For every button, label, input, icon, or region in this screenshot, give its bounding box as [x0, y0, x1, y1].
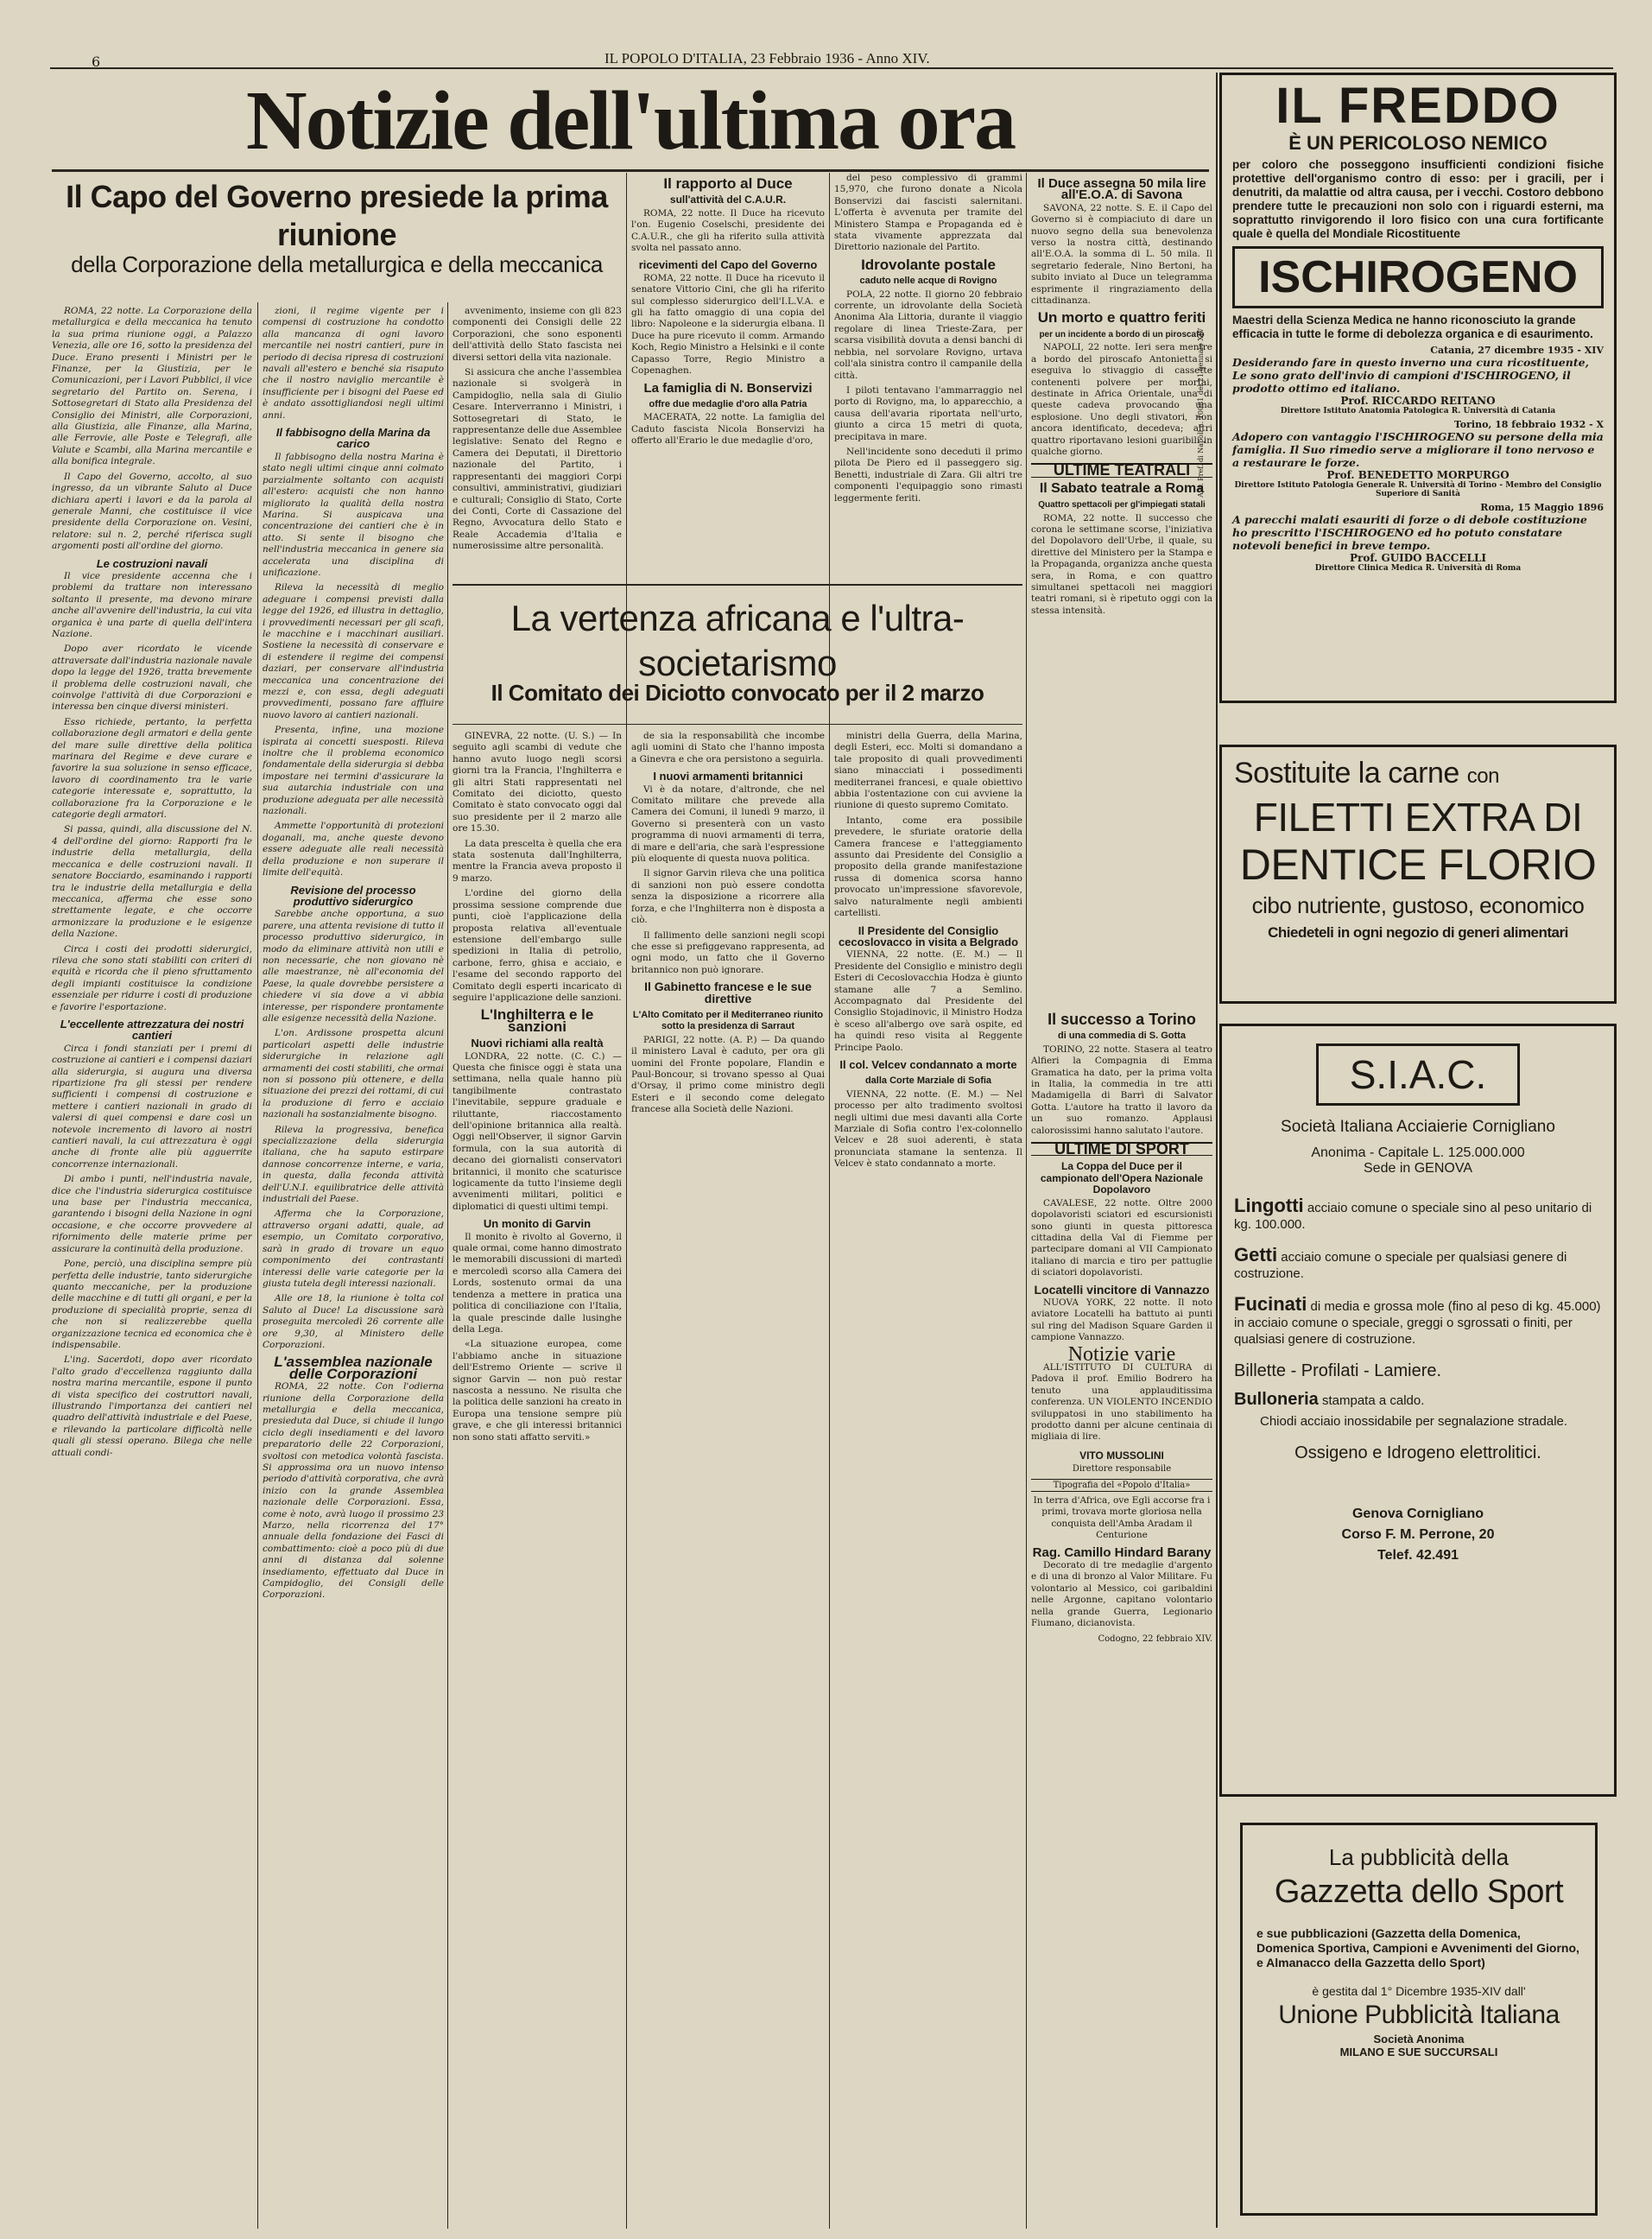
section-heading: ULTIME DI SPORT [1031, 1142, 1212, 1156]
page-number: 6 [92, 54, 101, 70]
siac-address: Genova Cornigliano [1351, 1506, 1484, 1521]
section-subheading: di una commedia di S. Gotta [1058, 1031, 1186, 1042]
paragraph: Vi è da notare, d'altronde, che nel Comitato militare che prevede alla Camera dei Comuni, il lunedì 9 marzo, il Governo si presenterà con un vasto programma di nuovi armamenti di terra, di mare e dell'aria, che sarà l'espressione più eloquente di questa nuova politica. [631, 783, 825, 865]
florio-line-2: FILETTI EXTRA DI [1253, 795, 1583, 840]
siac-capital: Anonima - Capitale L. 125.000.000 [1311, 1145, 1525, 1160]
section-heading: Notizie varie [1067, 1342, 1176, 1366]
siac-logo-box [1316, 1043, 1520, 1106]
paragraph: Ammette l'opportunità di protezioni doganali, ma, anche queste devono essere adeguate alle reali necessità della produzione e non superare il limite dell'equità. [263, 821, 444, 878]
section-heading: Il Duce assegna 50 mila lire all'E.O.A. di Savona [1037, 176, 1206, 203]
section-subheading: sull'attività del C.A.U.R. [669, 193, 787, 206]
florio-ad [1219, 745, 1617, 1004]
printer-line: Tipografia del «Popolo d'Italia» [1031, 1479, 1212, 1492]
director-role: Direttore responsabile [1072, 1464, 1172, 1475]
paragraph: PARIGI, 22 notte. (A. P.) — Da quando il ministero Laval è caduto, per ora gli uomini del Fronte popolare, Flandin e Paul-Boncour, si trovano spesso al Quai d'Orsay, il primo come ministro degli Esteri e il secondo come delegato francese alla Società delle Nazioni. [631, 1034, 825, 1115]
testimonial-text: A parecchi malati esauriti di forze o di debole costituzione ho prescritto l'ISCHIROGENO ed ho potuto constatare notevoli benefici in breve tempo. [1232, 513, 1587, 552]
paragraph: Il fallimento delle sanzioni negli scopi che esse si prefiggevano rappresenta, ad ogni modo, un fatto che il Governo britannico non può ignorare. [631, 929, 825, 975]
section-heading: Il fabbisogno della Marina da carico [275, 426, 431, 451]
paragraph: LONDRA, 22 notte. (C. C.) — Questa che finisce oggi è stata una settimana, nella quale hanno più tangibilmente contrastato l'inevitabile, seppure graduale e riluttante, riaccostamento dell'opinione britannica alla realtà. Oggi nell'Observer, il signor Garvin formula, con la sua autorità di decano dei giornalisti conservatori britannici, il monito che scaturisce logicamente da tutto l'insieme degli avvenimenti militari, politici e diplomatici di questi ultimi tempi. [453, 1050, 622, 1212]
paragraph: Alle ore 18, la riunione è tolta col Saluto al Duce! La discussione sarà proseguita mercoledì 26 corrente alle ore 9,30, al Ministero delle Corporazioni. [263, 1293, 444, 1350]
lead-story-column-2 [263, 306, 444, 2228]
florio-line-5: Chiedeteli in ogni negozio di generi alimentari [1268, 924, 1568, 941]
paragraph: avvenimento, insieme con gli 823 componenti dei Consigli delle 22 Corporazioni, che sono esponenti dell'attività dello Stato fascista nei diversi settori della vita nazionale. [453, 306, 622, 363]
paragraph: Nell'incidente sono deceduti il primo pilota De Piero ed il passeggero sig. Benetti, industriale di Zara. Gli altri tre componenti l'equipaggio sono rimasti leggermente feriti. [834, 446, 1022, 504]
africa-headline: La vertenza africana e l'ultra-societarismo [510, 598, 965, 683]
gazzetta-ad [1240, 1823, 1598, 2216]
section-heading: Revisione del processo produttivo siderurgico [290, 883, 416, 908]
paragraph: Rileva la necessità di meglio adeguare i compensi previsti dalla legge del 1926, ed illustra in dettaglio, i provvedimenti necessari per gli scafi, le macchine e i macchinari ausiliari. Sostiene la necessità di conservare e di estendere il regime dei compensi daziari, per conservare all'industria meccanica una concentrazione dei mezzi e, con essa, degli adeguati provvedimenti, possano fare affluire nuovo lavoro ai cantieri nazionali. [263, 582, 444, 720]
column-rule [626, 173, 627, 2229]
section-heading: ULTIME TEATRALI [1031, 463, 1212, 477]
short-news-column-4 [631, 173, 825, 579]
ad-claim: Maestri della Scienza Medica ne hanno riconosciuto la grande efficacia in tutte le forme di debolezza organica e di esaurimento. [1232, 314, 1593, 340]
testimonial-signature: Prof. RICCARDO REITANO [1340, 395, 1496, 407]
paragraph: MACERATA, 22 notte. La famiglia del Caduto fascista Nicola Bonservizi ha offerto all'Erario le due medaglie d'oro, [631, 412, 825, 447]
paragraph: Circa i costi dei prodotti siderurgici, rileva che sono stati stabiliti con criteri di equità e ricorda che il pieno sfruttamento degli impianti costituisce la condizione essenziale per ridurre i costi di produzione e favorire l'esportazione. [52, 943, 252, 1012]
banner-headline: Notizie dell'ultima ora [245, 74, 1016, 168]
paragraph: ROMA, 22 notte. Il Duce ha ricevuto l'on. Eugenio Coselschi, presidente dei C.A.U.R., che gli ha riferito sulla attività svolta nel passato anno. [631, 207, 825, 254]
obituary-name: Rag. Camillo Hindard Barany [1032, 1544, 1212, 1560]
florio-line-3: DENTICE FLORIO [1239, 840, 1597, 889]
paragraph: ROMA, 22 notte. Con l'odierna riunione della Corporazione della metallurgia e della meccanica, presieduta dal Duce, si chiude il lungo ciclo degli insediamenti e del lavoro preparatorio delle 22 Corporazioni, svoltosi con metodica volontà fascista. Si approssima ora un nuovo intenso periodo d'attività corporativa, che avrà inizio con la grande Assemblea nazionale delle Corporazioni. Essa, come è noto, avrà luogo il prossimo 23 Marzo, nella ricorrenza del 17° annuale della fondazione dei Fasci di combattimento: cioè a poco più di due anni di distanza dal solenne insediamento, effettuato dal Duce in Campidoglio, dei Consigli delle Corporazioni. [263, 1381, 444, 1601]
section-heading: Un monito di Garvin [483, 1217, 592, 1231]
section-heading: La famiglia di N. Bonservizi [643, 380, 813, 396]
obituary-intro: In terra d'Africa, ove Egli accorse fra i primi, trovava morte gloriosa nella conquista dell'Amba Aradam il Centurione [1033, 1495, 1211, 1541]
section-subheading: Quattro spettacoli per gl'impiegati statali [1038, 500, 1206, 511]
paragraph: Si assicura che anche l'assemblea nazionale si svolgerà in Campidoglio, nella sala di Giulio Cesare. Interverranno i Ministri, i Sottosegretari di Stato, le rappresentanze delle due Assemblee legislative: Senato del Regno e Camera dei Deputati, il Direttorio nazionale del Partito, i rappresentanti dei maggiori Corpi consultivi, amministrativi, giudiziari e culturali; Consiglio di Stato, Corte dei Conti, Corte di Cassazione del Regno, Avvocatura dello Stato e Reale Accademia d'Italia e numerosissime altre personalità. [453, 367, 622, 552]
paragraph: ROMA, 22 notte. Il successo che corona le settimane scorse, l'iniziativa del Dopolavoro dell'Urbe, il quale, su direttive del Ministero per la Stampa e la Propaganda, organizza anche questa sera, in Roma, e con quattro simultanei spettacoli nei maggiori teatri romani, si è ripetuto oggi con la stessa intensità. [1031, 512, 1212, 616]
siac-item: Fucinati di media e grossa mole (fino al peso di kg. 45.000) in acciaio comune o speciale, greggi o sgrossati o finiti, per qualsiasi genere di costruzione. [1234, 1293, 1601, 1347]
siac-item: Lingotti acciaio comune o speciale sino al peso unitario di kg. 100.000. [1234, 1195, 1592, 1232]
section-heading: Un morto e quattro feriti [1037, 309, 1206, 327]
testimonial-role: Direttore Clinica Medica R. Università di Roma [1314, 564, 1522, 573]
paragraph: CAVALESE, 22 notte. Oltre 2000 dopolavoristi sciatori ed escursionisti sono giunti in questa pittoresca cittadina della Val di Fiemme per partecipare domani al VII Campionato italiano di marcia e tiro per pattuglie di sciatori dopolavoristi. [1031, 1197, 1212, 1278]
paragraph: Sarebbe anche opportuna, a suo parere, una attenta revisione di tutto il processo produttivo siderurgico, in modo da eliminare attività non utili e non necessarie, che non giovano nè alle maestranze, nè all'economia del Paese, la quale dovrebbe persistere a chiedere vi sia dove a vi abbia interesse, per rispondere prontamente alle esigenze necessità della Nazione. [263, 909, 444, 1024]
paragraph: Rileva la progressiva, benefica specializzazione della siderurgia italiana, che ha saputo estirpare dannose concorrenze interne, e varia, in questa, dalla feconda attività dell'U.N.I. equilibratrice delle attività industriali del Paese. [263, 1124, 444, 1205]
section-heading: Il Presidente del Consiglio cecoslovacco in visita a Belgrado [838, 923, 1019, 948]
section-heading: L'assemblea nazionale delle Corporazioni [274, 1354, 433, 1382]
paragraph: Di ambo i punti, nell'industria navale, dice che l'industria siderurgica costituisce una base per l'industria meccanica, garantendo i bisogni della Nazione in ogni occasione, e che occorre provvedere al rifornimento delle materie prime per assicurare la continuità della produzione. [52, 1174, 252, 1254]
testimonial-role: Direttore Istituto Anatomia Patologica R. Università di Catania [1280, 407, 1556, 415]
siac-phone: Telef. 42.491 [1377, 1548, 1459, 1563]
ad-intro: per coloro che posseggono insufficienti condizioni fisiche protettive dell'organismo contro di esso: per i gracili, per i denutriti, da malattie od altra causa, per i vecchi. Costoro debbono prendere tutte le precauzioni non solo con i riguardi esterni, ma soprattutto rinvigorendo il loro fisico con una cura fortificante quale è quella del Mondiale Ricostituente [1232, 158, 1604, 240]
paragraph: ROMA, 22 notte. La Corporazione della metallurgica e della meccanica ha tenuto la sua prima riunione oggi, a Palazzo Venezia, alle ore 16, sotto la presidenza del Duce. Erano presenti i Ministri per le Finanze, per la Giustizia, per le Comunicazioni, per i Lavori Pubblici, il vice segretario del Partito on. Serena, i Sottosegretari di Stato alla Presidenza del Consiglio dei Ministri, alle Corporazioni, alla Giustizia, alle Finanze, alla Marina, alle Ferrovie, alle Poste e Telegrafi, alle Valute e Scambi, alla Marina mercantile e alla bonifica integrale. [52, 306, 252, 467]
gazzetta-line-4: è gestita dal 1° Dicembre 1935-XIV dall' [1312, 1984, 1526, 1998]
testimonial-place: Roma, 15 Maggio 1896 [1480, 502, 1604, 513]
paragraph: del peso complessivo di grammi 15,970, che furono donate a Nicola Bonservizi dai fascisti salernitani. L'offerta è avvenuta per tramite del Ministero Stampa e Propaganda ed è stata vivamente apprezzata dal Direttorio nazionale del Partito. [834, 173, 1022, 253]
siac-item: Ossigeno e Idrogeno elettrolitici. [1294, 1443, 1541, 1462]
column-rule [829, 173, 830, 2229]
section-heading: Il col. Velcev condannato a morte [839, 1057, 1017, 1071]
paragraph: Il Capo del Governo, accolto, al suo ingresso, da un vibrante Saluto al Duce dichiara aperti i lavori e da la parola al generale Manni, che costituisce il vice presidente della Corporazione on. Vesini, relatore: sul n. 2, perché riferisca sugli argomenti posti all'ordine del giorno. [52, 471, 252, 552]
paragraph: SAVONA, 22 notte. S. E. il Capo del Governo si è compiaciuto di dare un nuovo segno della sua benevolenza verso la nostra città, destinando all'E.O.A. la somma di L. 50 mila. Il segretario federale, Nino Bertoni, ha subito inviato al Duce un telegramma esprimente il ringraziamento della cittadinanza. [1031, 202, 1212, 307]
gazzetta-line-6: Società Anonima [1373, 2033, 1465, 2046]
siac-item: Bulloneria stampata a caldo. [1234, 1390, 1425, 1409]
banner-rule [52, 169, 1209, 172]
gazzetta-line-5: Unione Pubblicità Italiana [1278, 2001, 1560, 2029]
paragraph: Presenta, infine, una mozione ispirata ai concetti suesposti. Rileva inoltre che il problema economico fondamentale della siderurgia si debba impostare nei termini d'assicurare la sua autarchia industriale con una produzione adeguata per alle necessità nazionali. [263, 725, 444, 817]
paragraph: Si passa, quindi, alla discussione del N. 4 dell'ordine del giorno: Rapporti fra le industrie della metallurgia, della meccanica e delle costruzioni navali. Il senatore Bocciardo, esaminando i rapporti tra le industrie della metallurgia e della meccanica, afferma che esse sono strettamente legate, e che occorre armonizzare la produzione e le esigenze della Nazione. [52, 824, 252, 940]
column-rule [447, 302, 448, 2229]
ad-column-rule [1216, 73, 1218, 2228]
ad-subtitle: È UN PERICOLOSO NEMICO [1288, 132, 1548, 154]
paragraph: I piloti tentavano l'ammarraggio nel porto di Rovigno, ma, lo apparecchio, a causa dell'avaria riportata nell'urto, giunto a circa 15 metri di quota, precipitava in mare. [834, 384, 1022, 442]
section-heading: L'Inghilterra e le sanzioni [480, 1006, 594, 1035]
section-heading: ricevimenti del Capo del Governo [638, 258, 818, 272]
section-heading: Locatelli vincitore di Vannazzo [1034, 1282, 1210, 1297]
gazzetta-line-7: MILANO E SUE SUCCURSALI [1339, 2046, 1498, 2058]
section-heading: Il rapporto al Duce [663, 175, 793, 192]
lead-subheadline: della Corporazione della metallurgica e della meccanica [71, 251, 603, 277]
section-subheading: per un incidente a bordo di un piroscafo [1039, 329, 1205, 339]
section-heading: Il successo a Torino [1048, 1011, 1196, 1028]
ischirogeno-ad [1219, 73, 1617, 703]
siac-item: Billette - Profilati - Lamiere. [1234, 1361, 1442, 1380]
siac-seat: Sede in GENOVA [1364, 1161, 1472, 1176]
paragraph: L'on. Ardissone prospetta alcuni particolari aspetti delle industrie siderurgiche in relazione agli armamenti dei costi stabiliti, che ormai non si possono più ottenere, e della situazione dei prezzi dei rottami, di cui la produzione di ferro e acciaio nazionali ha sostanzialmente bisogno. [263, 1028, 444, 1120]
paragraph: Il monito è rivolto al Governo, il quale ormai, come hanno dimostrato le memorabili discussioni di martedì e mercoledì scorso alla Camera dei Lords, sostenuto ormai da una tendenza a mettere in pratica una politica di conciliazione con l'Italia, la quale prescinde dalle lusinghe della Lega. [453, 1231, 622, 1335]
paragraph: L'ing. Sacerdoti, dopo aver ricordato l'alto grado d'eccellenza raggiunto dalla nostra marina mercantile, espone il punto di vista specifico dei costruttori navali, illustrando l'importanza dei cantieri nel quadro dell'attività industriale e del Paese, e rilevando la particolare difficoltà nelle quali gli stessi operano. Bilega che nelle attuali condi- [52, 1354, 252, 1458]
obituary-text: Decorato di tre medaglie d'argento e di una di bronzo al Valor Militare. Fu volontario al Messico, coi garibaldini nelle Argonne, capitano volontario nella grande Guerra, Legionario Fiumano, dicianovista. [1031, 1560, 1212, 1629]
section-subheading: offre due medaglie d'oro alla Patria [649, 398, 807, 409]
testimonial-role: Direttore Istituto Patologia Generale R. Università di Torino - Membro del Consiglio Superiore di Sanità [1234, 481, 1602, 498]
africa-story-column-1 [453, 731, 622, 2228]
paragraph: GINEVRA, 22 notte. (U. S.) — In seguito agli scambi di vedute che hanno avuto luogo negli scorsi giorni tra la Francia, l'Inghilterra e gli altri Stati rappresentati nel Comitato dei diciotto, questo Comitato è stato convocato oggi dal suo presidente per il 2 marzo alle ore 15.30. [453, 731, 622, 834]
paragraph: Il fabbisogno della nostra Marina è stato negli ultimi cinque anni colmato parzialmente soltanto con acquisti all'estero: acquisti che non hanno migliorato la qualità della nostra Marina. Si auspicava una concentrazione dei cantieri che è in atto. Si sente il bisogno che nell'industria meccanica in genere sia accelerata una disciplina di unificazione. [263, 451, 444, 578]
section-heading: I nuovi armamenti britannici [653, 770, 803, 783]
masthead-rule [50, 67, 1613, 69]
section-heading: La Coppa del Duce per il campionato dell'Opera Nazionale Dopolavoro [1040, 1160, 1204, 1196]
africa-story-column-3 [834, 731, 1022, 2228]
column-rule [257, 302, 258, 2229]
testimonial-place: Catania, 27 dicembre 1935 - XIV [1430, 345, 1604, 356]
testimonial-text: Desiderando fare in questo inverno una cura ricostituente, Le sono grato dell'invio di campioni d'ISCHIROGENO, il prodotto ottimo ed italiano. [1232, 356, 1589, 395]
paragraph: La data prescelta è quella che era stata sostenuta dall'Inghilterra, mentre la Francia aveva proposto il 9 marzo. [453, 838, 622, 884]
paragraph: NUOVA YORK, 22 notte. Il noto aviatore Locatelli ha battuto ai punti sul ring del Madison Square Garden il campione Vannazzo. [1031, 1297, 1212, 1343]
section-heading: L'eccellente attrezzatura dei nostri cantieri [60, 1017, 244, 1043]
florio-line-4: cibo nutriente, gustoso, economico [1251, 892, 1585, 918]
short-news-column-10 [1031, 1009, 1212, 2228]
paragraph: ministri della Guerra, della Marina, degli Esteri, ecc. Molti si domandano a tale proposito di quali provvedimenti siano minacciati i possedimenti mediterranei francesi, e quale obiettivo abbia l'ostentazione con cui avviene la riunione di questo supremo Comitato. [834, 731, 1022, 811]
headline-rule [453, 724, 1022, 725]
lead-headline: Il Capo del Governo presiede la prima riunione [66, 179, 608, 252]
paragraph: Esso richiede, pertanto, la perfetta collaborazione degli armatori e della gente del mare sulle direttive della politica marinara del Regime e deve curare e favorire la sua soluzione in senso efficace, lavoro di coordinamento tra le varie categorie interessate e, soprattutto, la collaborazione fra la Corporazione e le categorie degli armatori. [52, 716, 252, 821]
paragraph: Pone, perciò, una disciplina sempre più perfetta delle industrie, tanto siderurgiche quanto meccaniche, per la produzione delle macchine e di tutti gli organi, e per la produzione di specialità proprie, senza di che non si realizzerebbe quella organizzazione tecnica ed economica che è indispensabile. [52, 1259, 252, 1350]
paragraph: ROMA, 22 notte. Il Duce ha ricevuto il senatore Vittorio Cini, che gli ha riferito sul complesso siderurgico dell'I.L.V.A. e gli ha fatto omaggio di una copia del libro: Napoleone e la siderurgia elbana. Il Duce ha pure ricevuto il comm. Armando Koch, Regio Ministro a Helsinki e il conte Capasso Torre, Regio Ministro a Copenaghen. [631, 272, 825, 377]
africa-story-column-2 [631, 731, 825, 2228]
section-subheading: caduto nelle acque di Rovigno [859, 276, 997, 287]
paragraph: VIENNA, 22 notte. (E. M.) — Il Presidente del Consiglio e ministro degli Esteri di Cecoslovacchia Hodza è giunto stamane alle 7 a Semlino. Accompagnato dal Presidente del Consiglio Stojadinovic, il Ministro Hodza è sceso all'albergo ove sarà ospite, ed ha quindi reso visita al Reggente Principe Paolo. [834, 949, 1022, 1053]
paragraph: POLA, 22 notte. Il giorno 20 febbraio corrente, un idrovolante della Società Anonima Ala Littoria, durante il viaggio regolare di linea Trieste-Zara, per scarsa visibilità dovuta a densi banchi di nebbia, nel sorvolare Rovigno, urtava coll'ala sinistra contro il campanile della città. [834, 289, 1022, 381]
lead-story-column-3 [453, 306, 622, 591]
paragraph: L'ordine del giorno della prossima sessione comprende due punti, cioè l'applicazione della proposta relativa all'eventuale estensione dell'embargo sulle spedizioni in Italia di petrolio, carbone, ferro, ghisa e acciaio, e l'esame del secondo rapporto del Comitato degli esperti incaricato di seguire l'applicazione delle sanzioni. [453, 888, 622, 1003]
florio-line-1: Sostituite la carne con [1234, 757, 1499, 790]
testimonial-signature: Prof. GUIDO BACCELLI [1350, 552, 1486, 564]
testimonial-text: Adopero con vantaggio l'ISCHIROGENO su persone della mia famiglia. Il Suo rimedio serve a migliorare il tono nervoso e a restaurare le forze. [1232, 430, 1604, 469]
paragraph: «La situazione europea, come l'abbiamo anche in situazione dell'Estremo Oriente — scrive il signor Garvin — non può restar nascosta a nessuno. Ne risulta che la politica delle sanzioni ha creato in Europa una tensione sempre più grave, e che gli interessi britannici non sono stati affatto serviti.» [453, 1339, 622, 1443]
testimonial-signature: Prof. BENEDETTO MORPURGO [1326, 469, 1510, 481]
column-rule [1026, 173, 1027, 2229]
paragraph: de sia la responsabilità che incombe agli uomini di Stato che l'hanno imposta a Ginevra e che ora persistono a seguirla. [631, 731, 825, 764]
section-heading: Le costruzioni navali [96, 556, 208, 570]
paragraph: Circa i fondi stanziati per i premi di costruzione ai cantieri e i compensi daziari alla siderurgia, si augura una diversa ripartizione fra gli stessi per rendere sufficienti i compensi di costruzione e mettere i cantieri nazionali in grado di valersi di quei compensi e dare così un notevole incremento di lavoro ai nostri cantieri navali, la cui attrezzatura è oggi anche di fronte alle più agguerrite concorrenze internazionali. [52, 1043, 252, 1170]
short-news-column-6 [1031, 173, 1212, 1002]
siac-name: Società Italiana Acciaierie Cornigliano [1281, 1118, 1555, 1136]
headline-rule [453, 584, 1022, 586]
ad-title: IL FREDDO [1275, 78, 1560, 134]
siac-item: Getti acciaio comune o speciale per qualsiasi genere di costruzione. [1234, 1244, 1567, 1281]
gazzetta-line-1: La pubblicità della [1328, 1844, 1510, 1870]
paragraph: NAPOLI, 22 notte. Ieri sera mentre a bordo del piroscafo Antonietta si eseguiva lo stivaggio di cassette contenenti polvere per mortai, destinate in Africa Orientale, una di queste cadeva provocando una esplosione. Uno degli stivatori, non ancora identificato, decedeva; altri quattro riportavano lesioni guaribili in qualche giorno. [1031, 342, 1212, 457]
section-subheading: L'Alto Comitato per il Mediterraneo riunito sotto la presidenza di Sarraut [632, 1009, 824, 1032]
siac-item: Chiodi acciaio inossidabile per segnalazione stradale. [1260, 1414, 1568, 1429]
section-subheading: dalla Corte Marziale di Sofia [864, 1075, 992, 1087]
lead-story-column-1 [52, 306, 252, 2228]
ad-authorization: Aut. Pref. di Napoli n. 10081 del 21 gennaio XIV [1197, 328, 1205, 498]
siac-address: Corso F. M. Perrone, 20 [1341, 1527, 1495, 1542]
africa-subheadline: Il Comitato dei Diciotto convocato per il 2 marzo [491, 680, 984, 706]
paragraph: Afferma che la Corporazione, attraverso organi adatti, quale, ad esempio, un Comitato corporativo, sarà in grado di trovare un equo componimento dei contrastanti interessi delle varie categorie per la giusta tutela degli interessi nazionali. [263, 1208, 444, 1289]
paragraph: ALL'ISTITUTO DI CULTURA di Padova il prof. Emilio Bodrero ha tenuto una applauditissima conferenza. UN VIOLENTO INCENDIO sviluppatosi in uno stabilimento ha prodotto danni per alcune centinaia di migliaia di lire. [1031, 1361, 1212, 1443]
product-box [1232, 246, 1604, 308]
gazzetta-line-2: Gazzetta dello Sport [1274, 1874, 1564, 1910]
section-heading: Il Gabinetto francese e le sue direttive [644, 980, 812, 1005]
paragraph: TORINO, 22 notte. Stasera al teatro Alfieri la Compagnia di Emma Gramatica ha dato, per la prima volta in Italia, la commedia in tre atti Madamigella di Barrì di Salvator Gotta. L'autore ha tratto il lavoro da un suo romanzo. Applausi calorosissimi hanno salutato l'autore. [1031, 1043, 1212, 1136]
siac-logo: S.I.A.C. [1349, 1052, 1487, 1097]
masthead-title: IL POPOLO D'ITALIA, 23 Febbraio 1936 - Anno XIV. [604, 50, 930, 67]
paragraph: Il vice presidente accenna che i problemi da trattare non interessano soltanto il presente, ma devono mirare anche all'avvenire dell'industria, la cui vita organica è una parte di quella dell'intera Nazione. [52, 570, 252, 639]
short-news-column-5 [834, 173, 1022, 579]
product-name: ISCHIROGENO [1258, 252, 1578, 302]
paragraph: Intanto, come era possibile prevedere, le sfuriate oratorie della Camera francese e l'atteggiamento assunto dai Presidente del Consiglio a proposito della grande manifestazione russa di domenica scorsa hanno provocato un'impressione sfavorevole, salvo naturalmente negli ambienti cartellisti. [834, 815, 1022, 919]
siac-ad [1219, 1024, 1617, 1797]
paragraph: Dopo aver ricordato le vicende attraversate dall'industria nazionale navale dopo la legge del 1926, tratta brevemente il problema delle costruzioni navali, che coinvolge l'attività di due Corporazioni e interessa ben cinque diversi ministeri. [52, 644, 252, 713]
paragraph: VIENNA, 22 notte. (E. M.) — Nel processo per alto tradimento svoltosi negli ultimi due mesi davanti alla Corte Marziale di Sofia contro l'ex-colonnello Velcev e 28 suoi aderenti, è stata pronunciata stamane la sentenza. Il Velcev è stato condannato a morte. [834, 1088, 1022, 1170]
paragraph: Il signor Garvin rileva che una politica di sanzioni non può essere condotta senza la disposizione a ricorrere alla forza, e che l'Inghilterra non è disposta a ciò. [631, 868, 825, 926]
section-heading: Idrovolante postale [861, 256, 996, 273]
paragraph: zioni, il regime vigente per i compensi di costruzione ha condotto alla mancanza di ogni lavoro mercantile nei nostri cantieri, pure in periodo di decisa ripresa di costruzioni navali all'estero e benché sia risaputo che il nostro naviglio mercantile è insufficiente per i bisogni del Paese ed è andato assottigliandosi negli ultimi anni. [263, 306, 444, 421]
gazzetta-line-3: e sue pubblicazioni (Gazzetta della Domenica, Domenica Sportiva, Campioni e Avvenimenti del Giorno, e Almanacco della Gazzetta dello Sport) [1256, 1926, 1579, 1969]
director-name: VITO MUSSOLINI [1079, 1449, 1164, 1462]
section-heading: Il Sabato teatrale a Roma [1039, 480, 1205, 496]
testimonial-place: Torino, 18 febbraio 1932 - X [1453, 419, 1604, 430]
section-subheading: Nuovi richiami alla realtà [471, 1037, 604, 1050]
obituary-signature: Codogno, 22 febbraio XIV. [1098, 1633, 1212, 1644]
